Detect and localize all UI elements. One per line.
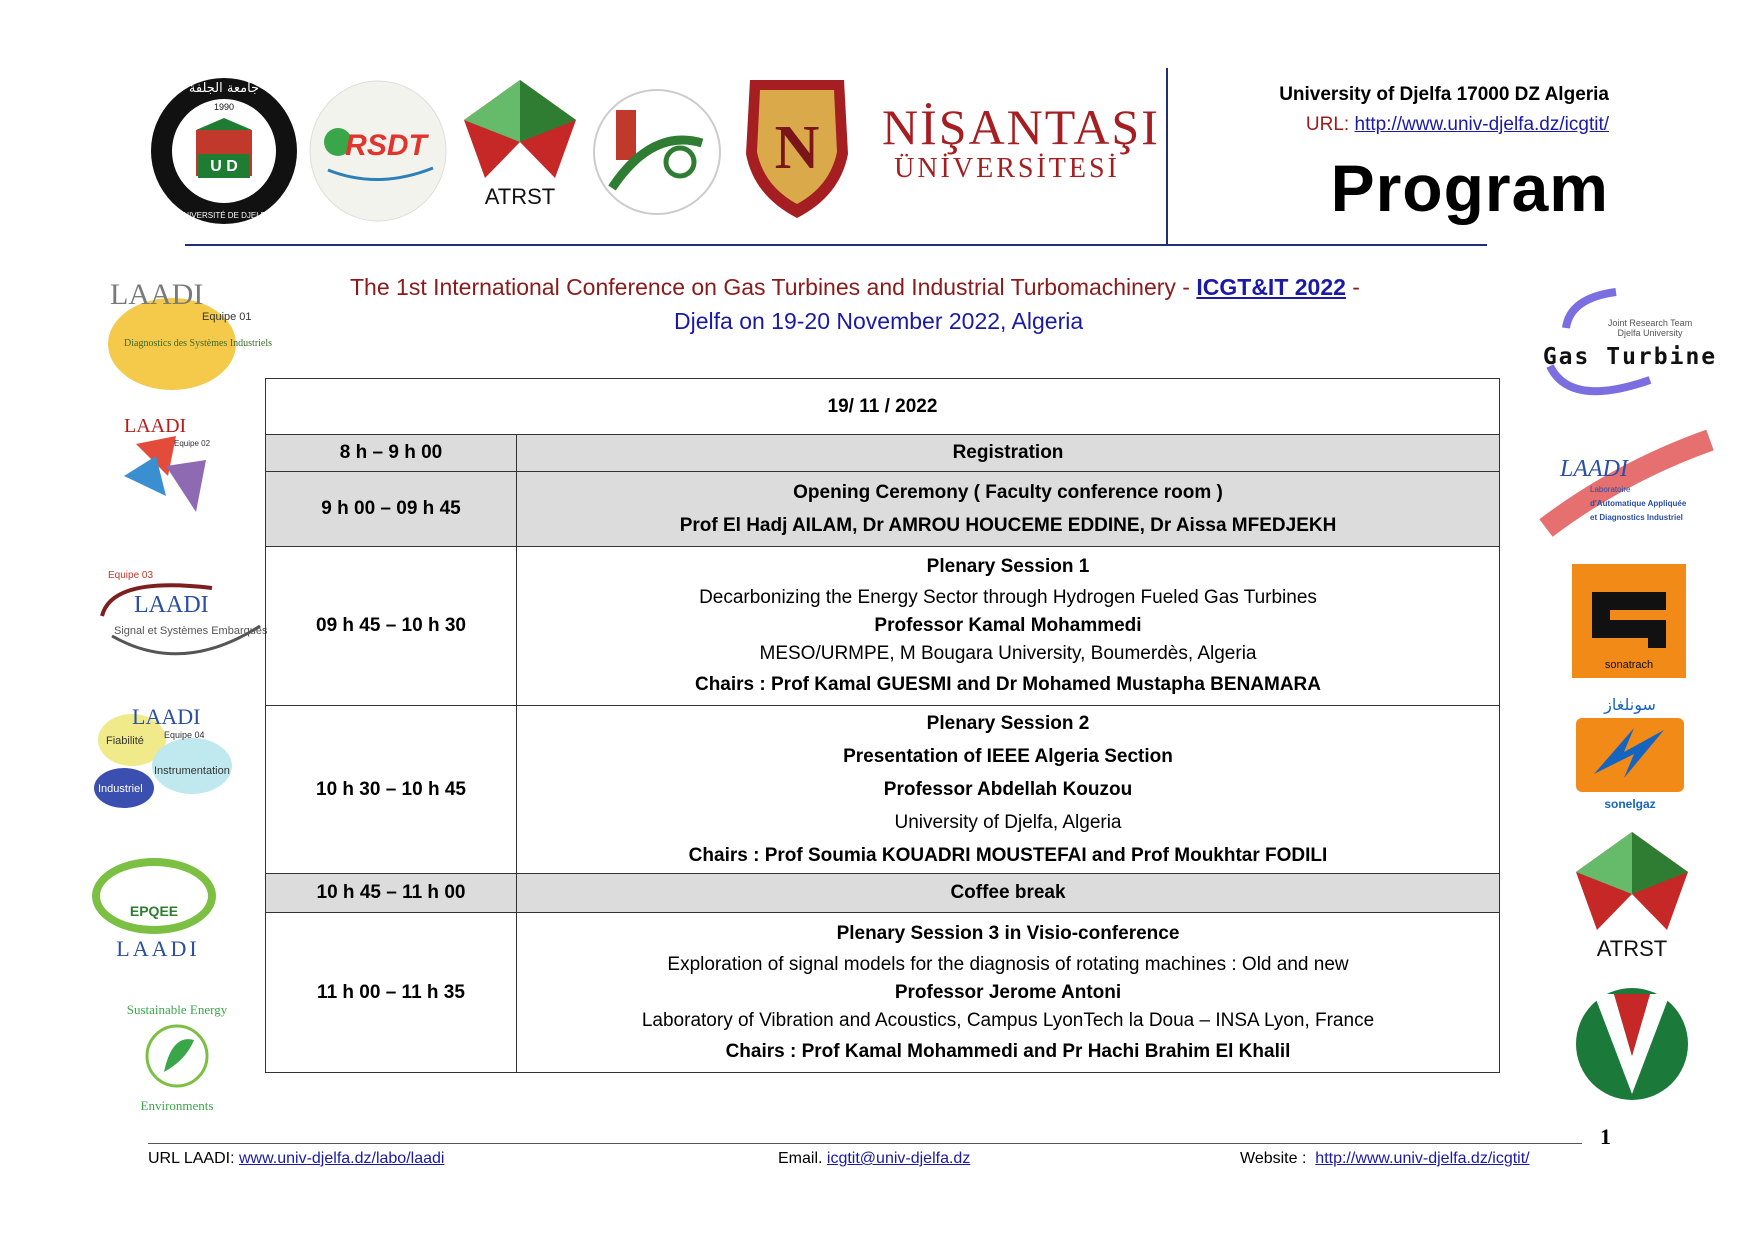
green-red-emblem-logo [1574, 986, 1690, 1102]
svg-text:Instrumentation: Instrumentation [154, 765, 230, 777]
email-label: Email. [778, 1150, 827, 1167]
svg-text:LAADI: LAADI [134, 592, 209, 618]
svg-text:Equipe 03: Equipe 03 [108, 570, 154, 581]
program-table [265, 378, 1500, 1073]
conference-acronym-link[interactable]: ICGT&IT 2022 [1196, 274, 1346, 300]
page-title: Program [1330, 151, 1609, 225]
atrst-logo [462, 78, 578, 210]
time-slot: 10 h 30 – 10 h 45 [266, 706, 517, 874]
university-address: University of Djelfa 17000 DZ Algeria [1279, 84, 1609, 105]
nisantasi-line1: NİŞANTAŞI [882, 99, 1160, 155]
svg-text:Environments: Environments [140, 1098, 214, 1113]
header-url-link[interactable]: http://www.univ-djelfa.dz/icgtit/ [1354, 114, 1609, 135]
speaker-name: Professor Kamal Mohammedi [874, 615, 1142, 636]
header-rule [185, 244, 1487, 246]
session-chairs: Chairs : Prof Soumia KOUADRI MOUSTEFAI and Prof Moukhtar FODILI [688, 845, 1328, 866]
svg-text:UNIVERSITÉ DE DJELFA: UNIVERSITÉ DE DJELFA [177, 211, 271, 220]
svg-text:sonatrach: sonatrach [1604, 659, 1654, 671]
header-divider [1166, 68, 1168, 246]
svg-text:LAADI: LAADI [1560, 456, 1628, 482]
svg-text:Laboratoire: Laboratoire [1590, 485, 1631, 494]
session-cell [517, 913, 1500, 1073]
session-title: Plenary Session 2 [926, 713, 1090, 734]
laadi-team1-logo [92, 274, 273, 392]
table-row [266, 435, 1500, 472]
table-row [266, 706, 1500, 874]
time-slot: 09 h 45 – 10 h 30 [266, 547, 517, 706]
speaker-name: Professor Jerome Antoni [894, 981, 1122, 1003]
conference-date-place: Djelfa on 19-20 November 2022, Algeria [674, 308, 1084, 334]
time-slot: 11 h 00 – 11 h 35 [266, 913, 517, 1073]
session-cell [517, 547, 1500, 706]
program-date: 19/ 11 / 2022 [266, 379, 1500, 435]
rsdt-logo [308, 80, 448, 222]
laadi-url-link[interactable]: www.univ-djelfa.dz/labo/laadi [239, 1150, 445, 1167]
header-url-line [1306, 114, 1609, 136]
svg-text:Sustainable Energy: Sustainable Energy [126, 1002, 228, 1017]
footer-website [1240, 1150, 1530, 1168]
laadi-team4-logo [92, 700, 252, 812]
date-row [266, 379, 1500, 435]
table-row [266, 472, 1500, 547]
svg-text:ATRST: ATRST [484, 184, 556, 209]
sonatrach-logo [1572, 564, 1686, 678]
svg-text:Diagnostics des Systèmes Indus: Diagnostics des Systèmes Industriels [124, 338, 273, 349]
nisantasi-logo [740, 76, 854, 220]
svg-text:Gas Turbine: Gas Turbine [1542, 344, 1718, 370]
svg-text:Equipe 04: Equipe 04 [164, 730, 205, 740]
svg-text:ATRST: ATRST [1596, 936, 1668, 961]
table-row [266, 874, 1500, 913]
url-label: URL: [1305, 114, 1355, 135]
session-speakers: Prof El Hadj AILAM, Dr AMROU HOUCEME EDDINE, Dr Aissa MFEDJEKH [679, 515, 1337, 536]
session-title: Coffee break [517, 874, 1500, 913]
conference-title: The 1st International Conference on Gas Turbines and Industrial Turbomachinery - ICGT&IT 2022 - [350, 274, 1360, 300]
laadi-lab-logo [1540, 432, 1720, 538]
university-djelfa-seal [148, 76, 300, 226]
talk-title: Exploration of signal models for the diagnosis of rotating machines : Old and new [667, 953, 1349, 975]
svg-text:et Diagnostics Industriel: et Diagnostics Industriel [1590, 513, 1683, 522]
svg-text:Industriel: Industriel [98, 783, 143, 795]
svg-text:N: N [774, 114, 820, 182]
time-slot: 10 h 45 – 11 h 00 [266, 874, 517, 913]
speaker-affiliation: Laboratory of Vibration and Acoustics, Campus LyonTech la Doua – INSA Lyon, France [641, 1009, 1375, 1031]
svg-text:EPQEE: EPQEE [129, 903, 179, 919]
talk-title: Decarbonizing the Energy Sector through Hydrogen Fueled Gas Turbines [699, 587, 1317, 608]
svg-text:LAADI: LAADI [110, 278, 204, 311]
session-cell [517, 706, 1500, 874]
time-slot: 8 h – 9 h 00 [266, 435, 517, 472]
session-title: Plenary Session 3 in Visio-conference [836, 922, 1180, 944]
gas-turbine-logo [1540, 288, 1716, 414]
nisantasi-line2: ÜNİVERSİTESİ [894, 153, 1120, 184]
svg-text:سونلغاز: سونلغاز [1604, 695, 1656, 714]
speaker-affiliation: MESO/URMPE, M Bougara University, Boumerdès, Algeria [759, 643, 1257, 664]
svg-text:RSDT: RSDT [345, 129, 427, 162]
sonelgaz-logo [1574, 694, 1686, 810]
table-row [266, 913, 1500, 1073]
speaker-affiliation: University of Djelfa, Algeria [894, 812, 1122, 833]
svg-text:Equipe 01: Equipe 01 [202, 311, 252, 323]
table-row [266, 547, 1500, 706]
svg-text:Joint Research Team: Joint Research Team [1607, 318, 1693, 328]
session-cell [517, 472, 1500, 547]
speaker-name: Professor Abdellah Kouzou [883, 779, 1133, 800]
laadi-team2-logo [116, 416, 226, 526]
svg-text:Signal et Systèmes Embarqués: Signal et Systèmes Embarqués [114, 625, 268, 637]
footer-rule [148, 1143, 1582, 1144]
svg-text:Djelfa University: Djelfa University [1617, 328, 1683, 338]
laadi-label: URL LAADI: [148, 1150, 239, 1167]
footer-laadi [148, 1150, 444, 1168]
website-link[interactable]: http://www.univ-djelfa.dz/icgtit/ [1315, 1150, 1530, 1167]
session-chairs: Chairs : Prof Kamal GUESMI and Dr Mohamed Mustapha BENAMARA [694, 674, 1322, 695]
time-slot: 9 h 00 – 09 h 45 [266, 472, 517, 547]
svg-text:جامعة الجلفة: جامعة الجلفة [188, 81, 260, 96]
svg-text:Equipe 02: Equipe 02 [174, 439, 211, 448]
email-link[interactable]: icgtit@univ-djelfa.dz [826, 1150, 971, 1167]
session-title: Registration [517, 435, 1500, 472]
laadi-team3-logo [92, 566, 268, 670]
nisantasi-wordmark [882, 99, 1160, 184]
laadi-team5-logo [88, 852, 238, 962]
session-chairs: Chairs : Prof Kamal Mohammedi and Pr Hachi Brahim El Khalil [725, 1040, 1291, 1062]
svg-text:1990: 1990 [213, 102, 235, 112]
svg-text:sonelgaz: sonelgaz [1604, 797, 1656, 811]
svg-text:LAADI: LAADI [124, 415, 187, 437]
footer-email [778, 1150, 970, 1168]
page-number: 1 [1600, 1124, 1611, 1149]
website-label: Website : [1240, 1150, 1316, 1167]
svg-text:Fiabilité: Fiabilité [106, 735, 144, 747]
sustainable-energy-logo [112, 994, 242, 1118]
atrst-logo-right [1574, 830, 1690, 962]
talk-title: Presentation of IEEE Algeria Section [843, 746, 1173, 767]
seal-letters: U D [210, 158, 238, 175]
svg-text:d'Automatique Appliquée: d'Automatique Appliquée [1590, 499, 1687, 508]
session-title: Plenary Session 1 [926, 556, 1090, 577]
green-emblem-logo [592, 88, 722, 216]
svg-text:LAADI: LAADI [132, 704, 201, 729]
conference-name: The 1st International Conference on Gas Turbines and Industrial Turbomachinery [350, 274, 1176, 300]
session-title: Opening Ceremony ( Faculty conference room ) [793, 482, 1223, 503]
svg-text:LAADI: LAADI [116, 936, 200, 961]
